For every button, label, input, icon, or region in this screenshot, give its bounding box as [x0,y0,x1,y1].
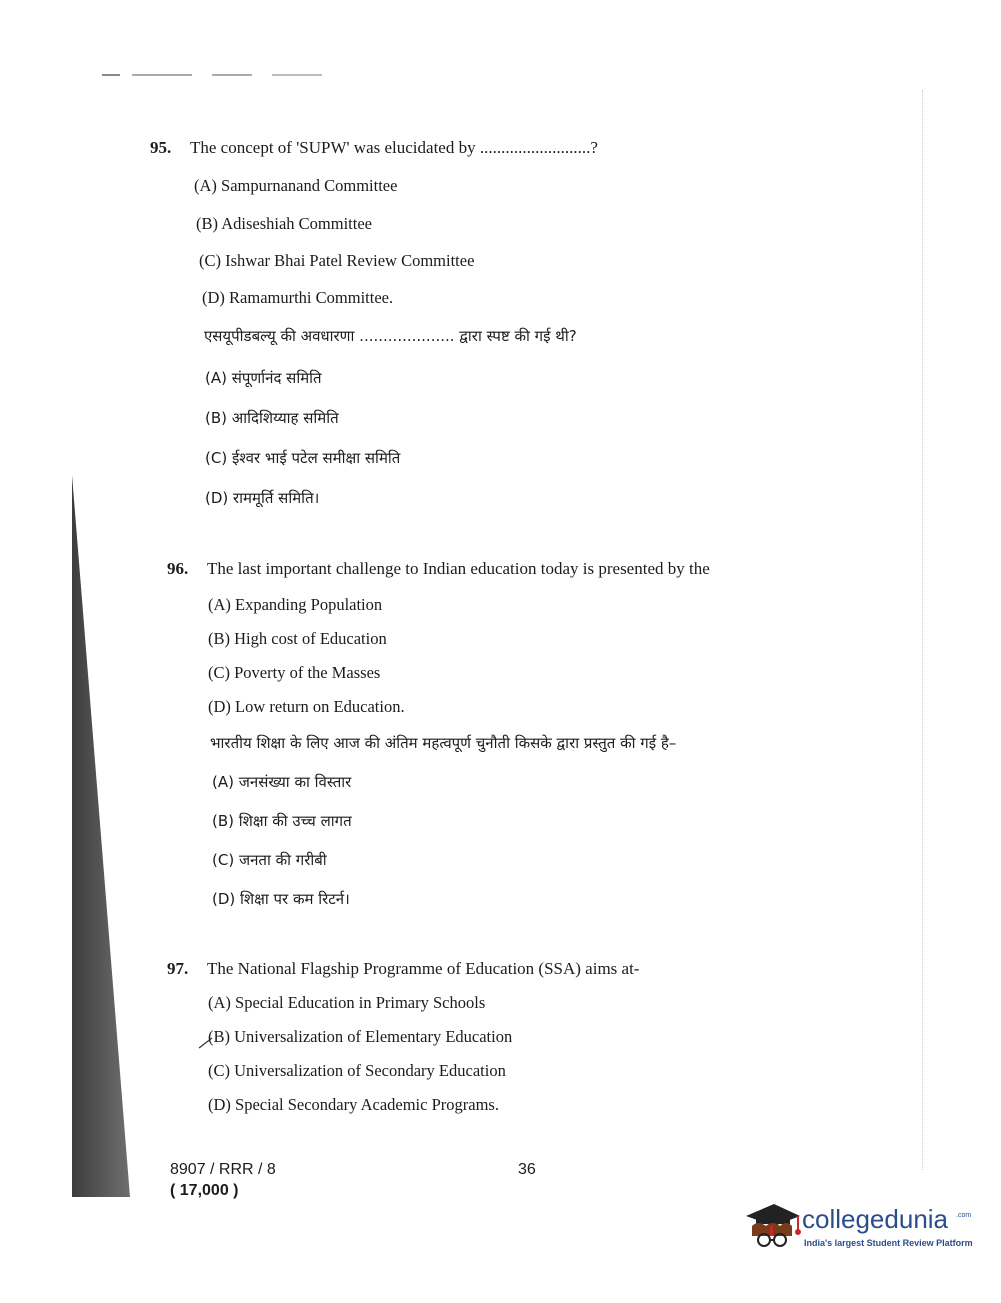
question-text-hindi: भारतीय शिक्षा के लिए आज की अंतिम महत्वपूर्ण चुनौती किसके द्वारा प्रस्तुत की गई है– [210,734,677,752]
question-text: The last important challenge to Indian education today is presented by the [207,559,710,578]
option-c: (C) Ishwar Bhai Patel Review Committee [199,251,475,270]
option-b: (B) Adiseshiah Committee [196,214,372,233]
option-b-hindi: (B) शिक्षा की उच्च लागत [212,812,352,830]
question-97 [167,959,639,979]
option-c-hindi: (C) ईश्वर भाई पटेल समीक्षा समिति [205,449,401,467]
scan-artifact-marks [72,70,332,80]
paper-code: 8907 / RRR / 8 [170,1161,276,1178]
option-b: (B) High cost of Education [208,629,387,648]
question-96 [167,559,710,579]
option-c: (C) Poverty of the Masses [208,663,381,682]
option-a: (A) Sampurnanand Committee [194,176,398,195]
option-d: (D) Special Secondary Academic Programs. [208,1095,499,1114]
collegedunia-logo [742,1196,972,1266]
brand-tagline: India's largest Student Review Platform [804,1238,973,1248]
option-a-hindi: (A) जनसंख्या का विस्तार [212,773,352,791]
option-a: (A) Special Education in Primary Schools [208,993,486,1012]
option-b: (B) Universalization of Elementary Education [208,1027,513,1046]
option-a: (A) Expanding Population [208,595,383,614]
question-text: The concept of 'SUPW' was elucidated by ..........................? [190,138,598,157]
question-number: 97. [167,959,189,978]
option-d-hindi: (D) राममूर्ति समिति। [205,489,320,507]
tick-mark-icon [198,1036,214,1050]
scan-shadow [72,475,134,1197]
paper-count: ( 17,000 ) [170,1182,239,1199]
question-text-hindi: एसयूपीडबल्यू की अवधारणा .................... द्वारा स्पष्ट की गई थी? [204,327,577,345]
mascot-icon [742,1196,802,1256]
option-d-hindi: (D) शिक्षा पर कम रिटर्न। [212,890,350,908]
scan-edge-line [922,90,925,1170]
option-b-hindi: (B) आदिशिय्याह समिति [205,409,339,427]
question-text: The National Flagship Programme of Education (SSA) aims at- [207,959,640,978]
brand-suffix: .com [956,1212,972,1219]
option-c: (C) Universalization of Secondary Education [208,1061,506,1080]
page-number: 36 [518,1161,536,1178]
option-d: (D) Low return on Education. [208,697,405,716]
brand-name: collegedunia [802,1204,949,1234]
option-a-hindi: (A) संपूर्णानंद समिति [205,369,322,387]
option-c-hindi: (C) जनता की गरीबी [212,851,327,869]
question-number: 96. [167,559,189,578]
option-d: (D) Ramamurthi Committee. [202,288,394,307]
question-95 [150,138,598,158]
question-number: 95. [150,138,172,157]
